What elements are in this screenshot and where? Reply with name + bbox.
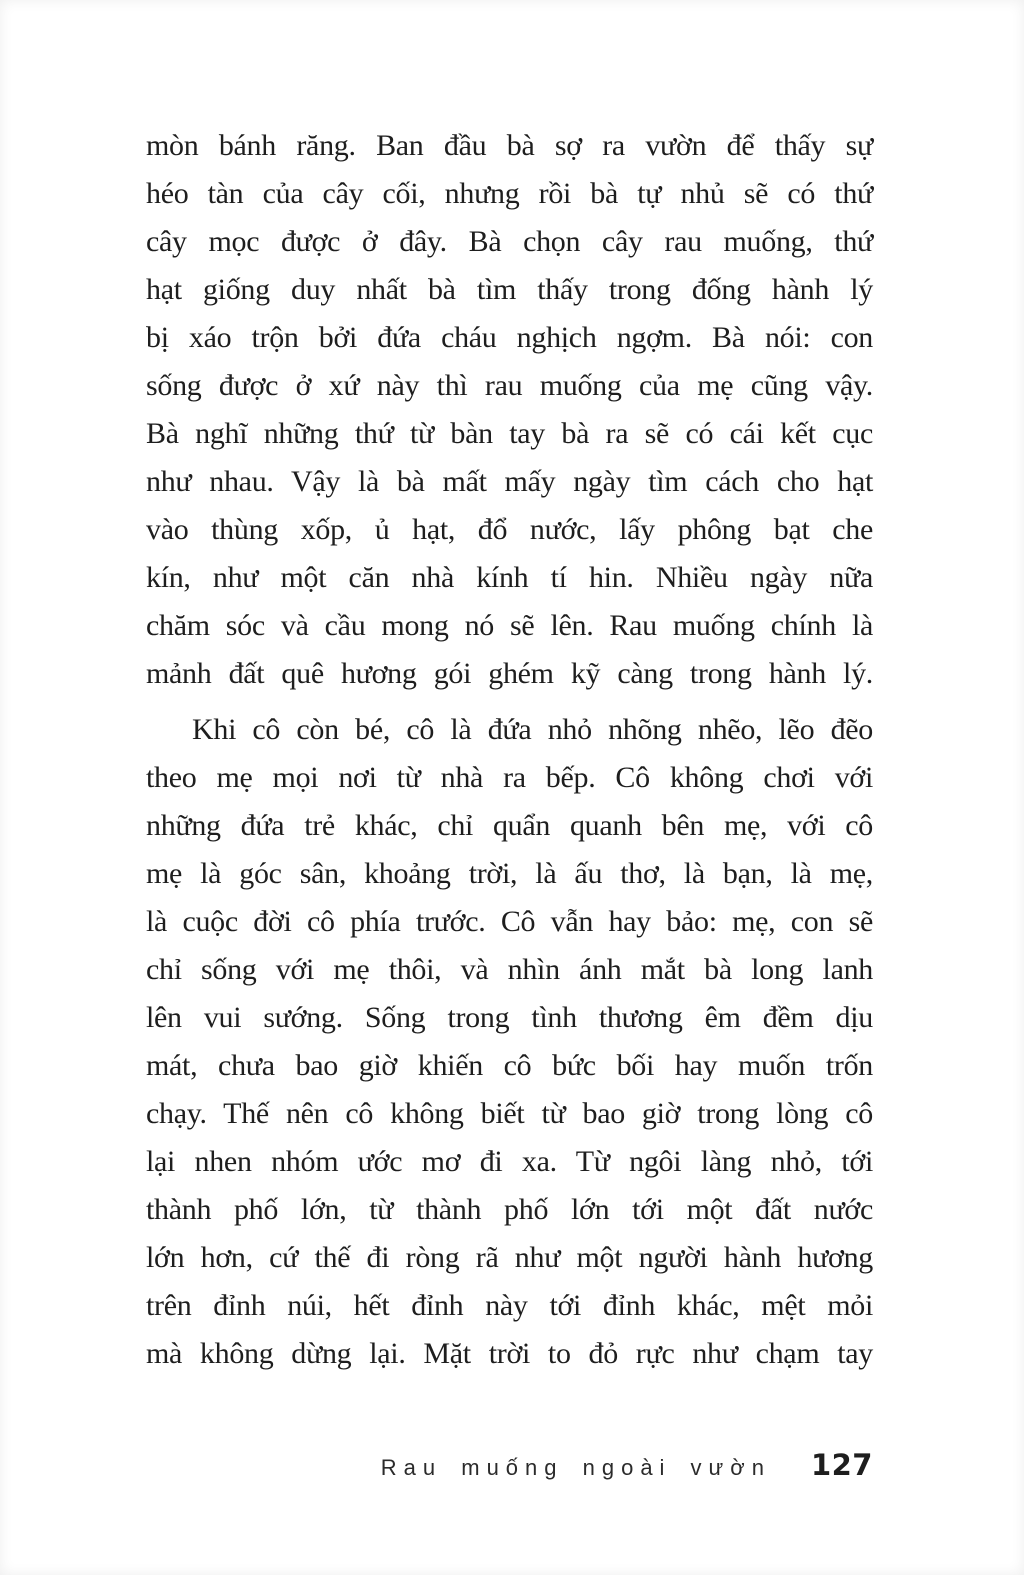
text-line: lên vui sướng. Sống trong tình thương êm đềm dịu: [146, 1001, 873, 1034]
text-line: kín, như một căn nhà kính tí hin. Nhiều ngày nữa: [146, 561, 873, 594]
text-line: như nhau. Vậy là bà mất mấy ngày tìm cách cho hạt: [146, 465, 873, 498]
text-line: chỉ sống với mẹ thôi, và nhìn ánh mắt bà long lanh: [146, 953, 873, 986]
text-line: mà không dừng lại. Mặt trời to đỏ rực như chạm tay: [146, 1337, 873, 1370]
text-line: cây mọc được ở đây. Bà chọn cây rau muống, thứ: [146, 225, 873, 258]
text-line: thành phố lớn, từ thành phố lớn tới một đất nước: [146, 1193, 873, 1226]
text-line: chăm sóc và cầu mong nó sẽ lên. Rau muống chính là: [146, 609, 873, 642]
paragraph: [146, 122, 873, 698]
running-title: Rau muống ngoài vườn: [380, 1455, 771, 1480]
text-line: mảnh đất quê hương gói ghém kỹ càng trong hành lý.: [146, 657, 873, 690]
text-line: héo tàn của cây cối, nhưng rồi bà tự nhủ sẽ có thứ: [146, 177, 873, 210]
text-line: lại nhen nhóm ước mơ đi xa. Từ ngôi làng nhỏ, tới: [146, 1145, 873, 1178]
text-line: hạt giống duy nhất bà tìm thấy trong đống hành lý: [146, 273, 873, 306]
text-line: Khi cô còn bé, cô là đứa nhỏ nhõng nhẽo, lẽo đẽo: [192, 713, 873, 746]
text-line: bị xáo trộn bởi đứa cháu nghịch ngợm. Bà nói: con: [146, 321, 873, 354]
page-number: 127: [810, 1448, 873, 1482]
text-line: trên đỉnh núi, hết đỉnh này tới đỉnh khác, mệt mỏi: [146, 1289, 873, 1322]
text-block: [146, 122, 873, 1378]
text-line: mát, chưa bao giờ khiến cô bức bối hay muốn trốn: [146, 1049, 873, 1082]
paragraph: [146, 706, 873, 1378]
text-line: theo mẹ mọi nơi từ nhà ra bếp. Cô không chơi với: [146, 761, 873, 794]
text-line: sống được ở xứ này thì rau muống của mẹ cũng vậy.: [146, 369, 873, 402]
text-line: chạy. Thế nên cô không biết từ bao giờ trong lòng cô: [146, 1097, 873, 1130]
text-line: lớn hơn, cứ thế đi ròng rã như một người hành hương: [146, 1241, 873, 1274]
text-line: vào thùng xốp, ủ hạt, đổ nước, lấy phông bạt che: [146, 513, 873, 546]
page-footer: [146, 1448, 873, 1482]
text-line: mẹ là góc sân, khoảng trời, là ấu thơ, là bạn, là mẹ,: [146, 857, 873, 890]
text-line: Bà nghĩ những thứ từ bàn tay bà ra sẽ có cái kết cục: [146, 417, 873, 450]
text-line: những đứa trẻ khác, chỉ quẩn quanh bên mẹ, với cô: [146, 809, 873, 842]
text-line: là cuộc đời cô phía trước. Cô vẫn hay bảo: mẹ, con sẽ: [146, 905, 873, 938]
text-line: mòn bánh răng. Ban đầu bà sợ ra vườn để thấy sự: [146, 129, 873, 162]
